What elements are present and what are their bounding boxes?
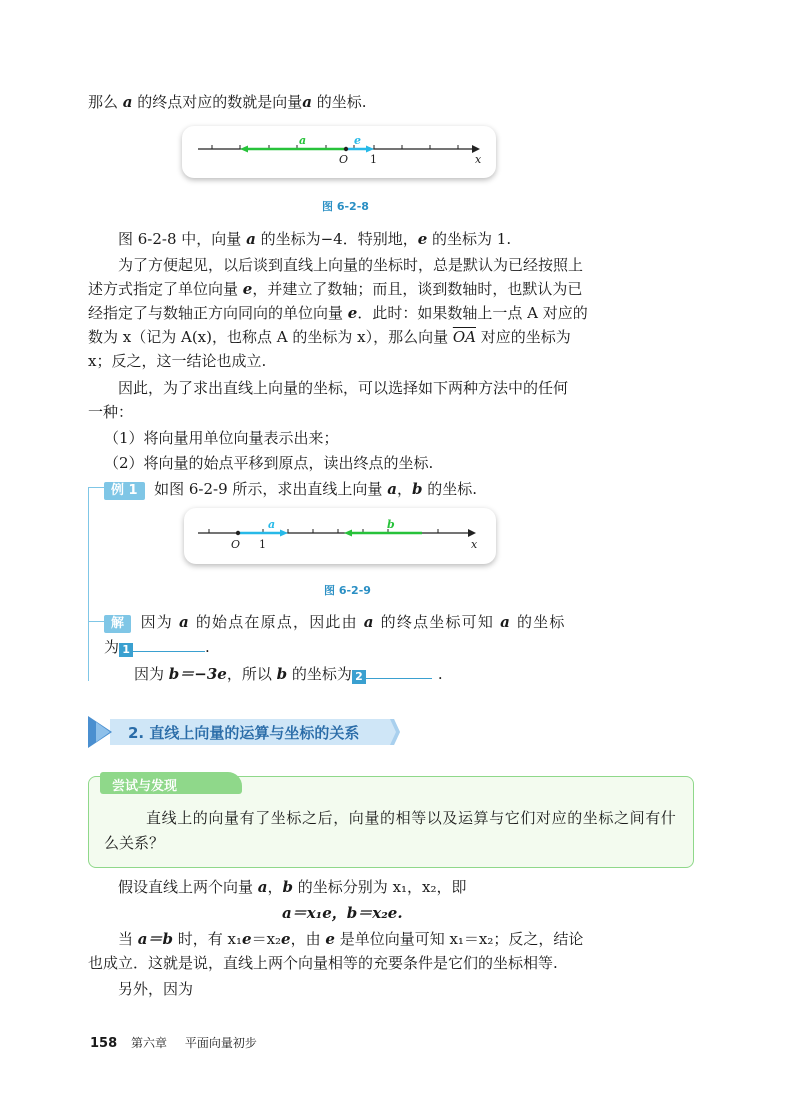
text-line: 数为 x（记为 A(x)，也称点 A 的坐标为 x），那么向量 $\overline{OA}$ 对应的坐标为 xyxy=(88,328,571,346)
text-line: 另外，因为 xyxy=(118,980,194,998)
label-x: x xyxy=(471,538,478,551)
text-line: 为了方便起见，以后谈到直线上向量的坐标时，总是默认为已经按照上 xyxy=(118,256,584,274)
text-line: x；反之，这一结论也成立. xyxy=(88,352,267,370)
axis-arrowhead xyxy=(468,529,476,537)
text-line: 因此，为了求出直线上向量的坐标，可以选择如下两种方法中的任何 xyxy=(118,379,569,397)
label-origin: O xyxy=(231,538,241,551)
method-item: （1）将向量用单位向量表示出来； xyxy=(104,429,339,447)
chapter-label: 第六章 xyxy=(130,1036,167,1050)
label-x: x xyxy=(475,153,482,166)
label-a: a xyxy=(299,134,307,147)
label-one: 1 xyxy=(259,538,266,551)
example-bracket-line xyxy=(88,487,89,681)
label-e: e xyxy=(354,134,361,147)
figure-caption: 图 6-2-8 xyxy=(322,200,369,213)
vector-e-arrowhead xyxy=(366,146,374,153)
answer-blank[interactable] xyxy=(366,678,432,679)
number-line-6-2-8 xyxy=(182,126,496,178)
solution-line: 为 1 . xyxy=(104,638,210,656)
solution-tag: 解 xyxy=(104,615,131,633)
vector-oa: $\overline{OA}$ xyxy=(452,328,476,346)
vector-b-arrowhead xyxy=(344,530,352,537)
page-number: 158 xyxy=(90,1036,118,1051)
solution-line: 解 因为 a 的始点在原点，因此由 a 的终点坐标可知 a 的坐标 xyxy=(104,612,566,633)
equation: a＝x₁e，b＝x₂e. xyxy=(282,904,403,922)
page-footer xyxy=(90,1034,257,1051)
figure-6-2-9 xyxy=(184,508,496,564)
axis-arrowhead xyxy=(472,145,480,153)
section-header xyxy=(88,716,400,748)
text-line: 也成立．这就是说，直线上两个向量相等的充要条件是它们的坐标相等. xyxy=(88,954,558,972)
blank-number: 1 xyxy=(119,643,133,657)
try-text: 直线上的向量有了坐标之后，向量的相等以及运算与它们对应的坐标之间有什 xyxy=(146,809,677,827)
label-origin: O xyxy=(339,153,349,166)
try-discover-tag: 尝试与发现 xyxy=(100,772,242,794)
label-b: b xyxy=(387,518,395,531)
section-title: 2. 直线上向量的运算与坐标的关系 xyxy=(128,724,360,742)
try-text: 么关系？ xyxy=(104,834,165,852)
text-line: 一种： xyxy=(88,403,134,421)
text-line: 当 a＝b 时，有 x₁e＝x₂e，由 e 是单位向量可知 x₁＝x₂；反之，结论 xyxy=(118,930,584,948)
example-line: 例 1 如图 6-2-9 所示，求出直线上向量 a，b 的坐标. xyxy=(104,479,477,500)
example-bracket-top xyxy=(88,487,104,488)
text-line: 述方式指定了单位向量 e，并建立了数轴；而且，谈到数轴时，也默认为已 xyxy=(88,280,583,298)
vector-a-arrowhead xyxy=(240,146,248,153)
text-line: 假设直线上两个向量 a，b 的坐标分别为 x₁，x₂，即 xyxy=(118,878,467,896)
label-a: a xyxy=(268,518,276,531)
chapter-title: 平面向量初步 xyxy=(184,1036,257,1050)
text-line: 图 6-2-8 中，向量 a 的坐标为−4．特别地，e 的坐标为 1. xyxy=(118,230,512,248)
solution-line: 因为 b＝−3e，所以 b 的坐标为 2 . xyxy=(134,665,443,683)
method-item: （2）将向量的始点平移到原点，读出终点的坐标. xyxy=(104,454,434,472)
example-bracket-mid xyxy=(88,621,104,622)
blank-number: 2 xyxy=(352,670,366,684)
text-line: 那么 a 的终点对应的数就是向量a 的坐标. xyxy=(88,93,367,111)
number-line-6-2-9 xyxy=(184,508,496,564)
origin-point xyxy=(344,147,348,151)
vector-a-arrowhead xyxy=(280,530,288,537)
text-line: 经指定了与数轴正方向同向的单位向量 e．此时：如果数轴上一点 A 对应的 xyxy=(88,304,588,322)
example-tag: 例 1 xyxy=(104,482,145,500)
figure-6-2-8 xyxy=(182,126,496,178)
answer-blank[interactable] xyxy=(133,651,205,652)
label-one: 1 xyxy=(370,153,377,166)
figure-caption: 图 6-2-9 xyxy=(324,584,371,597)
origin-point xyxy=(236,531,240,535)
